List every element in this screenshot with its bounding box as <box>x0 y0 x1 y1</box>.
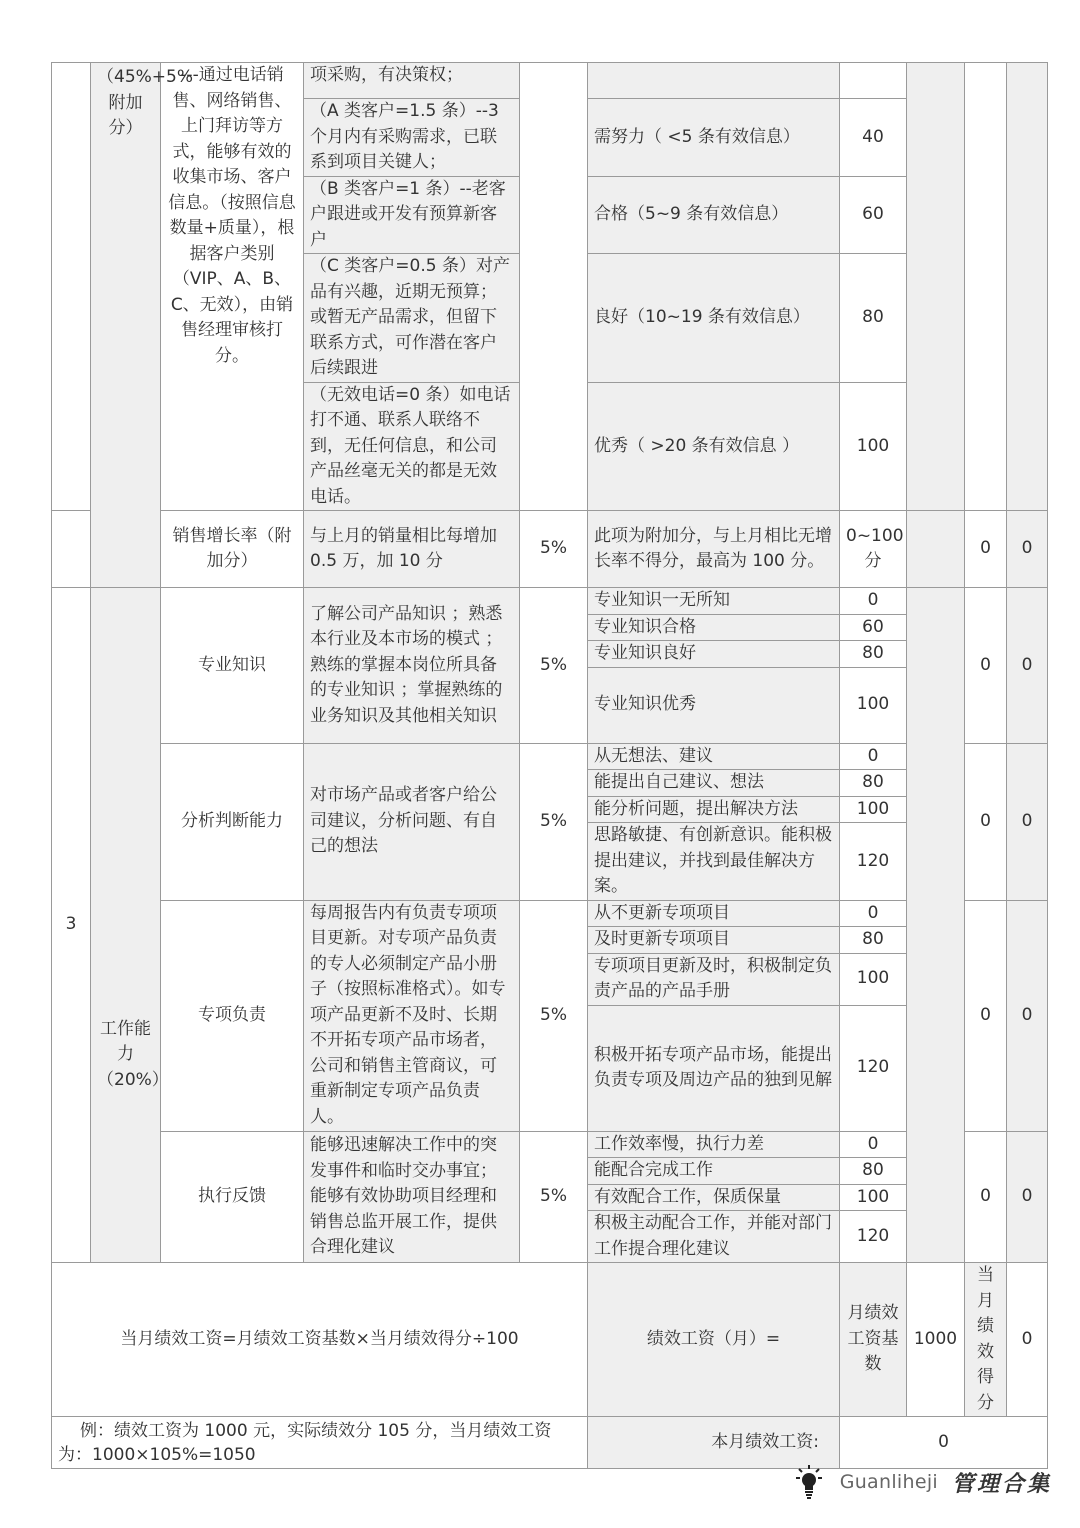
wage-label: 绩效工资（月）= <box>588 1263 840 1417</box>
self-score: 0 <box>965 900 1007 1131</box>
base-label: 月绩效工资基数 <box>840 1263 907 1417</box>
weight-cell: 5% <box>520 900 588 1131</box>
self-score: 0 <box>965 588 1007 744</box>
criteria-cell: 项采购，有决策权； <box>304 63 520 99</box>
weight-cell: 5% <box>520 743 588 900</box>
level-desc: 专业知识良好 <box>588 641 840 668</box>
final-score: 0 <box>1007 1131 1048 1263</box>
level-desc: 专业知识优秀 <box>588 667 840 743</box>
level-desc: 合格（5~9 条有效信息） <box>588 176 840 254</box>
level-score: 100 <box>840 796 907 823</box>
criteria-cell: （无效电话=0 条）如电话打不通、联系人联络不到，无任何信息，和公司产品丝毫无关的都是无效电话。 <box>304 382 520 511</box>
final-score: 0 <box>1007 588 1048 744</box>
level-desc: 及时更新专项项目 <box>588 927 840 954</box>
level-score: 0~100 分 <box>840 511 907 588</box>
level-desc: 专业知识一无所知 <box>588 588 840 615</box>
criteria-cell: 了解公司产品知识 ；熟悉本行业及本市场的模式 ；熟练的掌握本岗位所具备的专业知识 ；掌握熟练的业务知识及其他相关知识 <box>304 588 520 744</box>
criteria-cell: （B 类客户=1 条）--老客户跟进或开发有预算新客户 <box>304 176 520 254</box>
level-score: 40 <box>840 99 907 177</box>
level-desc: 需努力（ <5 条有效信息） <box>588 99 840 177</box>
criteria-cell: 对市场产品或者客户给公司建议，分析问题、有自己的想法 <box>304 743 520 900</box>
section-index-empty <box>52 511 91 588</box>
level-score: 120 <box>840 1211 907 1263</box>
base-value: 1000 <box>907 1263 965 1417</box>
level-desc: 积极主动配合工作，并能对部门工作提合理化建议 <box>588 1211 840 1263</box>
weight-cell: 5% <box>520 511 588 588</box>
level-desc: 思路敏捷、有创新意识。能积极提出建议，并找到最佳解决方案。 <box>588 823 840 901</box>
criteria-cell: 与上月的销量相比每增加 0.5 万，加 10 分 <box>304 511 520 588</box>
wage-example: 例：绩效工资为 1000 元，实际绩效分 105 分，当月绩效工资为：1000×105%=1050 <box>52 1417 588 1469</box>
level-score: 80 <box>840 927 907 954</box>
criteria-cell: 每周报告内有负责专项项目更新。对专项产品负责的专人必须制定产品小册子（按照标准格式）。如专项产品更新不及时、长期不开拓专项产品市场者，公司和销售主管商议，可重新制定专项产品负责人。 <box>304 900 520 1131</box>
level-score: 100 <box>840 1184 907 1211</box>
score-label: 当月绩效得分 <box>965 1263 1007 1417</box>
level-desc: 工作效率慢，执行力差 <box>588 1131 840 1158</box>
level-desc: 能配合完成工作 <box>588 1158 840 1185</box>
level-score: 0 <box>840 588 907 615</box>
level-score: 100 <box>840 667 907 743</box>
level-desc: 有效配合工作，保质保量 <box>588 1184 840 1211</box>
wage-formula: 当月绩效工资=月绩效工资基数×当月绩效得分÷100 <box>52 1263 588 1417</box>
item-name: 执行反馈 <box>161 1131 304 1263</box>
level-score: 120 <box>840 823 907 901</box>
level-desc: 专业知识合格 <box>588 614 840 641</box>
level-desc <box>588 63 840 99</box>
level-score: 0 <box>840 1131 907 1158</box>
criteria-cell: （A 类客户=1.5 条）--3 个月内有采购需求，已联系到项目关键人； <box>304 99 520 177</box>
section-index: 3 <box>52 588 91 1263</box>
level-desc: 优秀（ >20 条有效信息 ） <box>588 382 840 511</box>
month-wage-value: 0 <box>840 1417 1048 1469</box>
level-desc: 专项项目更新及时，积极制定负责产品的产品手册 <box>588 953 840 1005</box>
blank-cell <box>1007 63 1048 511</box>
month-wage-label: 本月绩效工资: <box>588 1417 840 1469</box>
item-name: 销售增长率（附加分） <box>161 511 304 588</box>
level-score: 100 <box>840 953 907 1005</box>
item-name: 专业知识 <box>161 588 304 744</box>
level-score: 80 <box>840 770 907 797</box>
level-score: 60 <box>840 614 907 641</box>
level-desc: 此项为附加分，与上月相比无增长率不得分，最高为 100 分。 <box>588 511 840 588</box>
item-name: 分析判断能力 <box>161 743 304 900</box>
item-name: 专项负责 <box>161 900 304 1131</box>
self-score: 0 <box>965 511 1007 588</box>
level-desc: 从无想法、建议 <box>588 743 840 770</box>
level-desc: 能分析问题，提出解决方法 <box>588 796 840 823</box>
criteria-cell: （C 类客户=0.5 条）对产品有兴趣，近期无预算；或暂无产品需求，但留下联系方式，可作潜在客户后续跟进 <box>304 254 520 383</box>
section-name: 工作能力（20%） <box>91 588 161 1263</box>
level-desc: 从不更新专项项目 <box>588 900 840 927</box>
level-desc: 良好（10~19 条有效信息） <box>588 254 840 383</box>
level-score: 100 <box>840 382 907 511</box>
section-index-empty <box>52 63 91 511</box>
level-score: 80 <box>840 254 907 383</box>
score-value: 0 <box>1007 1263 1048 1417</box>
criteria-cell: 能够迅速解决工作中的突发事件和临时交办事宜；能够有效协助项目经理和销售总监开展工作，提供合理化建议 <box>304 1131 520 1263</box>
level-desc: 能提出自己建议、想法 <box>588 770 840 797</box>
level-score: 80 <box>840 1158 907 1185</box>
blank-cell <box>907 588 965 1263</box>
blank-cell <box>965 63 1007 511</box>
brand-english: Guanliheji <box>839 1471 938 1493</box>
level-score: 80 <box>840 641 907 668</box>
blank-cell <box>907 511 965 588</box>
section-weight: （45%+5% 附加分） <box>91 63 161 588</box>
lightbulb-icon <box>796 1465 822 1499</box>
level-desc: 积极开拓专项产品市场，能提出负责专项及周边产品的独到见解 <box>588 1005 840 1131</box>
final-score: 0 <box>1007 511 1048 588</box>
level-score: 0 <box>840 743 907 770</box>
weight-cell: 5% <box>520 1131 588 1263</box>
brand-chinese: 管理合集 <box>951 1470 1052 1497</box>
level-score: 120 <box>840 1005 907 1131</box>
blank-cell <box>907 63 965 511</box>
method-description: ---通过电话销售、网络销售、上门拜访等方式，能够有效的收集市场、客户信息。（按照信息数量+质量），根据客户类别（VIP、A、B、C、无效），由销售经理审核打分。 <box>161 63 304 511</box>
level-score: 0 <box>840 900 907 927</box>
level-score <box>840 63 907 99</box>
final-score: 0 <box>1007 900 1048 1131</box>
final-score: 0 <box>1007 743 1048 900</box>
performance-table <box>51 62 1048 1469</box>
self-score: 0 <box>965 743 1007 900</box>
self-score: 0 <box>965 1131 1007 1263</box>
weight-empty <box>520 63 588 511</box>
footer-brand <box>796 1462 1052 1502</box>
weight-cell: 5% <box>520 588 588 744</box>
level-score: 60 <box>840 176 907 254</box>
